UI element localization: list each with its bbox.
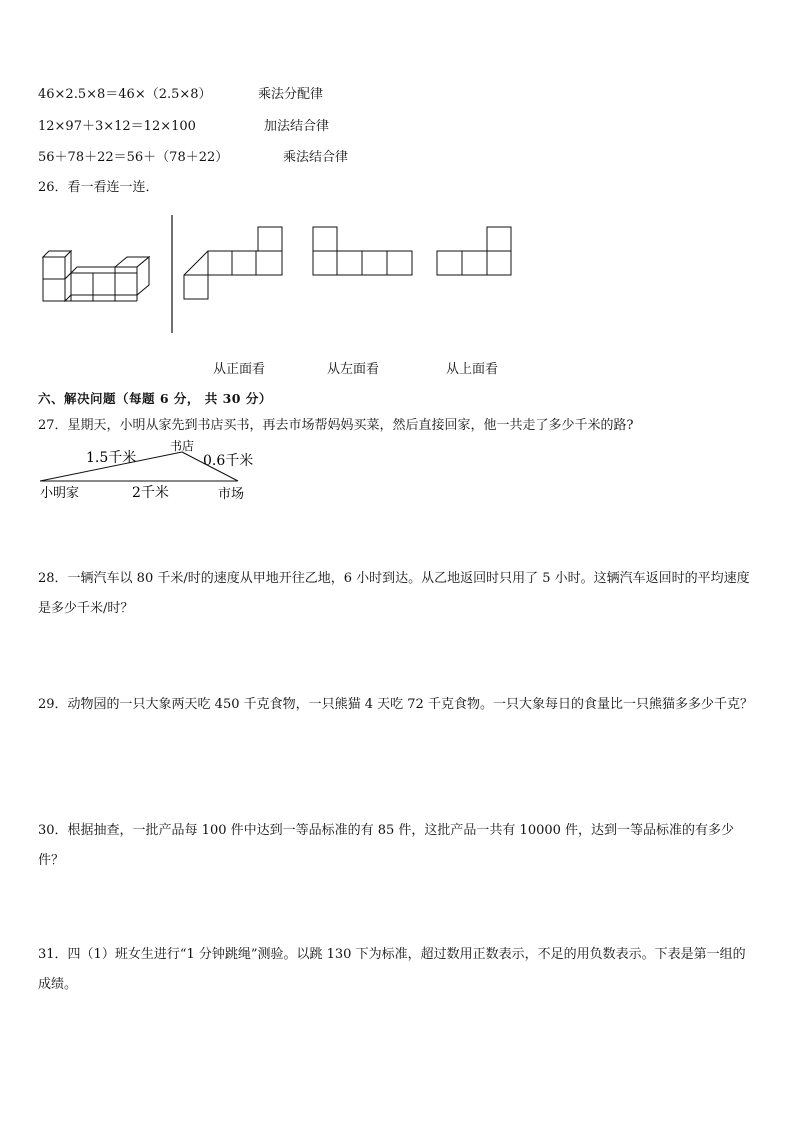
section-6-title: 六、解决问题（每题 6 分， 共 30 分）	[38, 391, 272, 406]
label-market: 市场	[218, 487, 245, 502]
question-26-title: 26．看一看连一连．	[38, 180, 159, 195]
view-label-left: 从左面看	[327, 362, 380, 377]
question-26-figure	[0, 205, 794, 340]
view-label-front: 从正面看	[213, 362, 266, 377]
view-figure-3	[437, 227, 511, 275]
match-expression-2: 12×97＋3×12＝12×100	[38, 119, 196, 134]
match-law-3: 乘法结合律	[283, 150, 349, 165]
view-label-top: 从上面看	[446, 362, 499, 377]
distance-home-market: 2千米	[132, 485, 169, 501]
distance-home-bookstore: 1.5千米	[86, 450, 137, 466]
question-28-text: 28．一辆汽车以 80 千米/时的速度从甲地开往乙地，6 小时到达。从乙地返回时只用了 5 小时。这辆汽车返回时的平均速度是多少千米/时？	[38, 571, 750, 616]
distance-bookstore-market: 0.6千米	[203, 453, 254, 469]
view-figure-2	[313, 227, 412, 275]
question-31-text: 31．四（1）班女生进行“1 分钟跳绳”测验。以跳 130 下为标准，超过数用正数表示，不足的用负数表示。下表是第一组的成绩。	[38, 947, 746, 992]
question-27-text: 27．星期天，小明从家先到书店买书，再去市场帮妈妈买菜，然后直接回家，他一共走了多少千米的路?	[38, 418, 634, 433]
label-bookstore: 书店	[170, 439, 195, 453]
question-29-text: 29．动物园的一只大象两天吃 450 千克食物，一只熊猫 4 天吃 72 千克食物。一只大象每日的食量比一只熊猫多多少千克？	[38, 697, 753, 712]
cube-arrangement	[43, 251, 149, 301]
label-home: 小明家	[40, 486, 80, 501]
match-expression-3: 56＋78＋22＝56＋（78＋22）	[38, 150, 229, 165]
match-expression-1: 46×2.5×8＝46×（2.5×8）	[38, 87, 212, 102]
question-27-diagram	[0, 436, 794, 506]
view-figure-1	[184, 227, 282, 299]
question-30-text: 30．根据抽查，一批产品每 100 件中达到一等品标准的有 85 件，这批产品一共有 10000 件，达到一等品标准的有多少件？	[38, 823, 735, 868]
match-law-1: 乘法分配律	[258, 87, 324, 102]
match-law-2: 加法结合律	[264, 119, 330, 134]
